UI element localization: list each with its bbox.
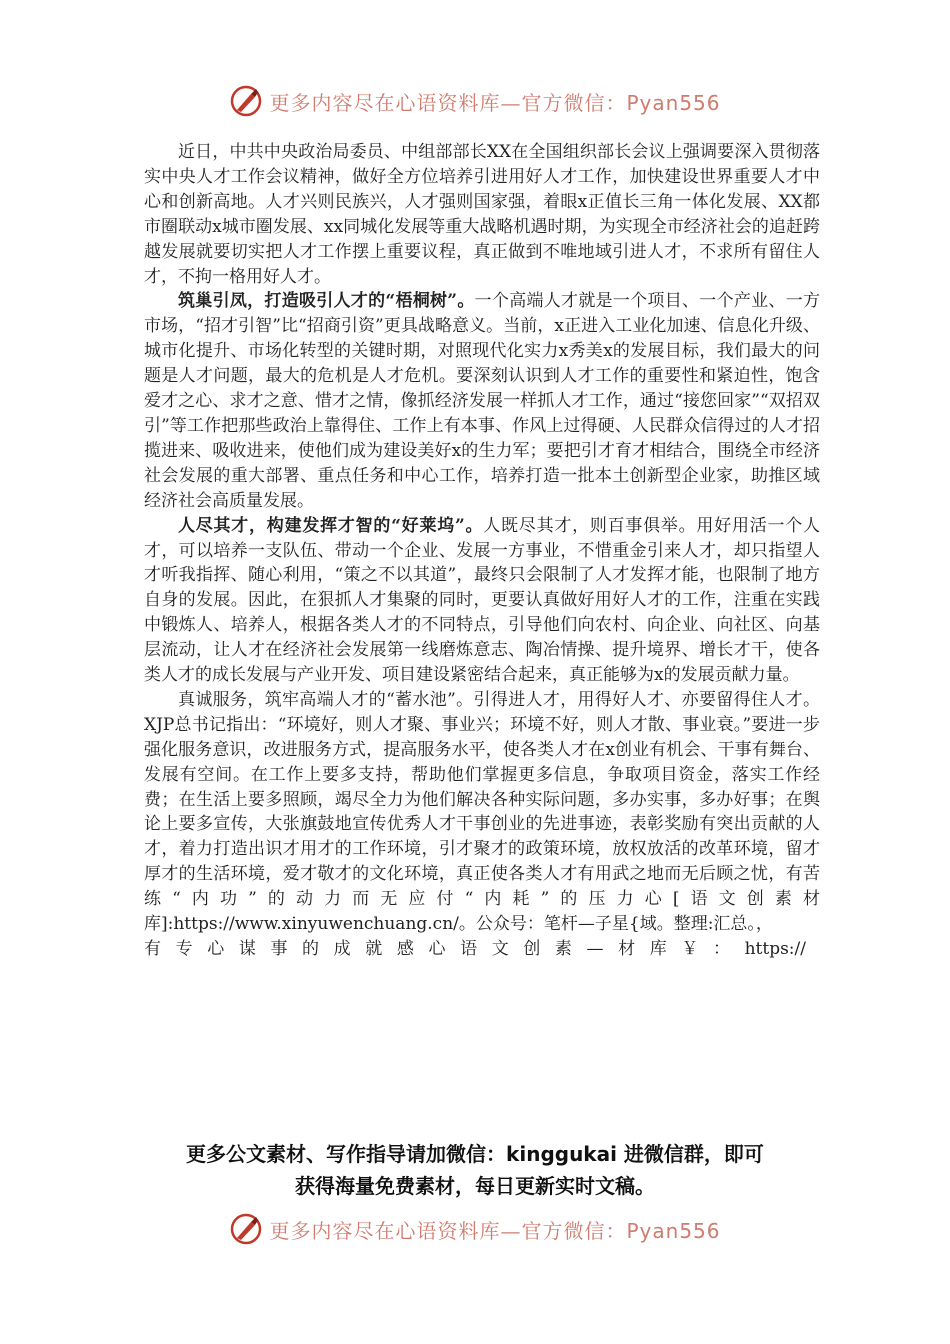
spaced-char: 就: [365, 939, 383, 959]
paragraph-3: 人尽其才，构建发挥才智的“好莱坞”。人既尽其才，则百事俱举。用好用活一个人才，可以培养一支队伍、带动一个企业、发展一方事业，不惜重金引来人才，却只指望人才听我指挥、随心利用，“策之不以其道”，最终只会限制了人才发挥才能，也限制了地方自身的发展。因此，在狠抓人才集聚的同时，更要认真做好用好人才的工作，注重在实践中锻炼人、培养人，根据各类人才的不同特点，引导他们向农村、向企业、向社区、向基层流动，让人才在经济社会发展第一线磨炼意志、陶冶情操、提升境界、增长才干，使各类人才的成长发展与产业开发、项目建设紧密结合起来，真正能够为x的发展贡献力量。: [144, 515, 820, 686]
spaced-char: 库: [649, 939, 667, 959]
spaced-char: 专: [175, 939, 193, 959]
spaced-char: 文: [491, 939, 509, 959]
footer-note: [0, 1138, 950, 1202]
spaced-char: ：: [712, 939, 730, 959]
spaced-char: 心: [207, 939, 225, 959]
spaced-last-line: [144, 937, 806, 962]
spaced-char: 素: [554, 939, 572, 959]
spaced-char: 成: [333, 939, 351, 959]
paragraph-1: 近日，中共中央政治局委员、中组部部长XX在全国组织部长会议上强调要深入贯彻落实中央人才工作会议精神，做好全方位培养引进用好人才工作，加快建设世界重要人才中心和创新高地。人才兴则民族兴，人才强则国家强，着眼x正值长三角一体化发展、XX都市圈联动x城市圈发展、xx同城化发展等重大战略机遇时期，为实现全市经济社会的追赶跨越发展就要切实把人才工作摆上重要议程，真正做到不唯地域引进人才，不求所有留住人才，不拘一格用好人才。: [144, 142, 820, 287]
spaced-char: 语: [460, 939, 478, 959]
pen-logo-icon: [229, 1212, 263, 1246]
banner-text: 更多内容尽在心语资料库—官方微信：Pyan556: [269, 90, 721, 115]
spaced-char: 创: [523, 939, 541, 959]
footer-line-2: 获得海量免费素材，每日更新实时文稿。: [295, 1174, 655, 1198]
footer-line-1: 更多公文素材、写作指导请加微信：kinggukai 进微信群，即可: [186, 1142, 764, 1166]
spaced-char: 的: [302, 939, 320, 959]
paragraph-4: 真诚服务，筑牢高端人才的“蓄水池”。引得进人才，用得好人才、亦要留得住人才。XJP总书记指出：“环境好，则人才聚、事业兴；环境不好，则人才散、事业衰。”要进一步强化服务意识，改进服务方式，提高服务水平，使各类人才在x创业有机会、干事有舞台、发展有空间。在工作上要多支持，帮助他们掌握更多信息，争取项目资金，落实工作经费；在生活上要多照顾，竭尽全力为他们解决各种实际问题，多办实事，多办好事；在舆论上要多宣传，大张旗鼓地宣传优秀人才干事创业的先进事迹，表彰奖励有突出贡献的人才，着力打造出识才用才的工作环境，引才聚才的政策环境，放权放活的改革环境，留才厚才的生活环境，爱才敬才的文化环境，真正使各类人才有用武之地而无后顾之忧，有苦练“内功”的动力而无应付“内耗”的压力心[语文创素材库]:https://www.xinyuwenchuang.cn/。公众号：笔杆—子星{域。整理:汇总。，: [144, 689, 820, 935]
spaced-char: 事: [270, 939, 288, 959]
banner-text: 更多内容尽在心语资料库—官方微信：Pyan556: [269, 1218, 721, 1243]
spaced-char: 材: [618, 939, 636, 959]
spaced-char: ￥: [681, 939, 699, 959]
paragraph-heading: 人尽其才，构建发挥才智的“好莱坞”。: [178, 515, 484, 536]
header-banner: [0, 84, 950, 118]
spaced-char: 心: [428, 939, 446, 959]
paragraph-2: 筑巢引凤，打造吸引人才的“梧桐树”。一个高端人才就是一个项目、一个产业、一方市场，“招才引智”比“招商引资”更具战略意义。当前，x正进入工业化加速、信息化升级、城市化提升、市场化转型的关键时期，对照现代化实力x秀美x的发展目标，我们最大的问题是人才问题，最大的危机是人才危机。要深刻认识到人才工作的重要性和紧迫性，饱含爱才之心、求才之意、惜才之情，像抓经济发展一样抓人才工作，通过“接您回家”“双招双引”等工作把那些政治上靠得住、工作上有本事、作风上过得硬、人民群众信得过的人才招揽进来、吸收进来，使他们成为建设美好x的生力军；要把引才育才相结合，围绕全市经济社会发展的重大部署、重点任务和中心工作，培养打造一批本土创新型企业家，助推区域经济社会高质量发展。: [144, 291, 820, 511]
spaced-char: https://: [744, 939, 806, 959]
paragraph-heading: 筑巢引凤，打造吸引人才的“梧桐树”。: [178, 291, 475, 312]
footer-banner: [0, 1212, 950, 1246]
spaced-char: 谋: [238, 939, 256, 959]
document-body: [144, 140, 820, 962]
spaced-char: 有: [144, 939, 161, 959]
spaced-char: —: [586, 939, 604, 959]
spaced-char: 感: [396, 939, 414, 959]
pen-logo-icon: [229, 84, 263, 118]
